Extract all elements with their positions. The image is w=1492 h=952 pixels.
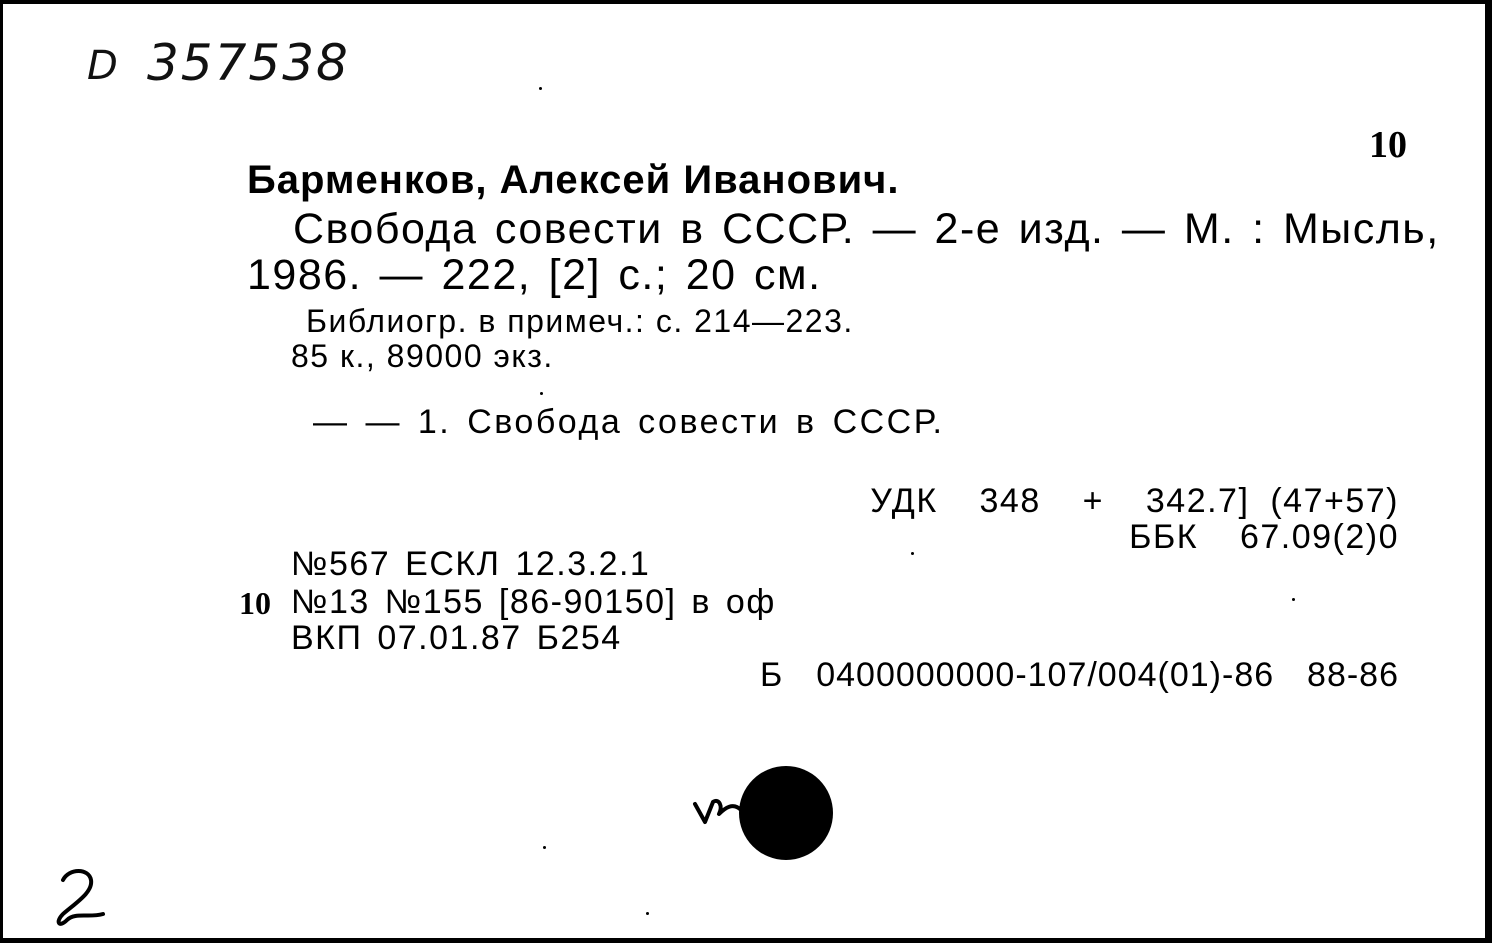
bbk-code: ББК 67.09(2)0	[1129, 518, 1399, 556]
title-statement-line2: 1986. — 222, [2] с.; 20 см.	[247, 251, 822, 299]
handwritten-corner-mark	[27, 846, 115, 952]
publisher-price-code: Б 0400000000-107/004(01)-86 88-86	[760, 656, 1399, 694]
udk-code: УДК 348 + 342.7] (47+57)	[870, 482, 1399, 520]
author-heading: Барменков, Алексей Иванович.	[247, 158, 900, 202]
service-line2: №13 №155 [86-90150] в оф	[291, 583, 776, 621]
paper-speck	[1292, 598, 1295, 601]
paper-speck	[539, 87, 542, 90]
service-line1: №567 ЕСКЛ 12.3.2.1	[291, 545, 651, 583]
card-number: 10	[1369, 124, 1407, 166]
paper-speck	[540, 392, 543, 395]
paper-speck	[646, 912, 649, 915]
service-line3: ВКП 07.01.87 Б254	[291, 619, 622, 657]
paper-speck	[911, 552, 914, 555]
paper-speck	[543, 846, 546, 849]
subject-tracing: — — 1. Свобода совести в СССР.	[313, 403, 945, 441]
bibliography-note: Библиогр. в примеч.: с. 214—223.	[306, 303, 854, 339]
service-marker: 10	[239, 585, 271, 621]
card-punch-hole	[739, 766, 833, 860]
price-edition-note: 85 к., 89000 экз.	[291, 338, 554, 374]
title-statement-line1: Свобода совести в СССР. — 2-е изд. — М. : Мысль,	[293, 205, 1440, 253]
inventory-number: 357538	[147, 34, 350, 92]
inventory-prefix: D	[87, 43, 119, 89]
